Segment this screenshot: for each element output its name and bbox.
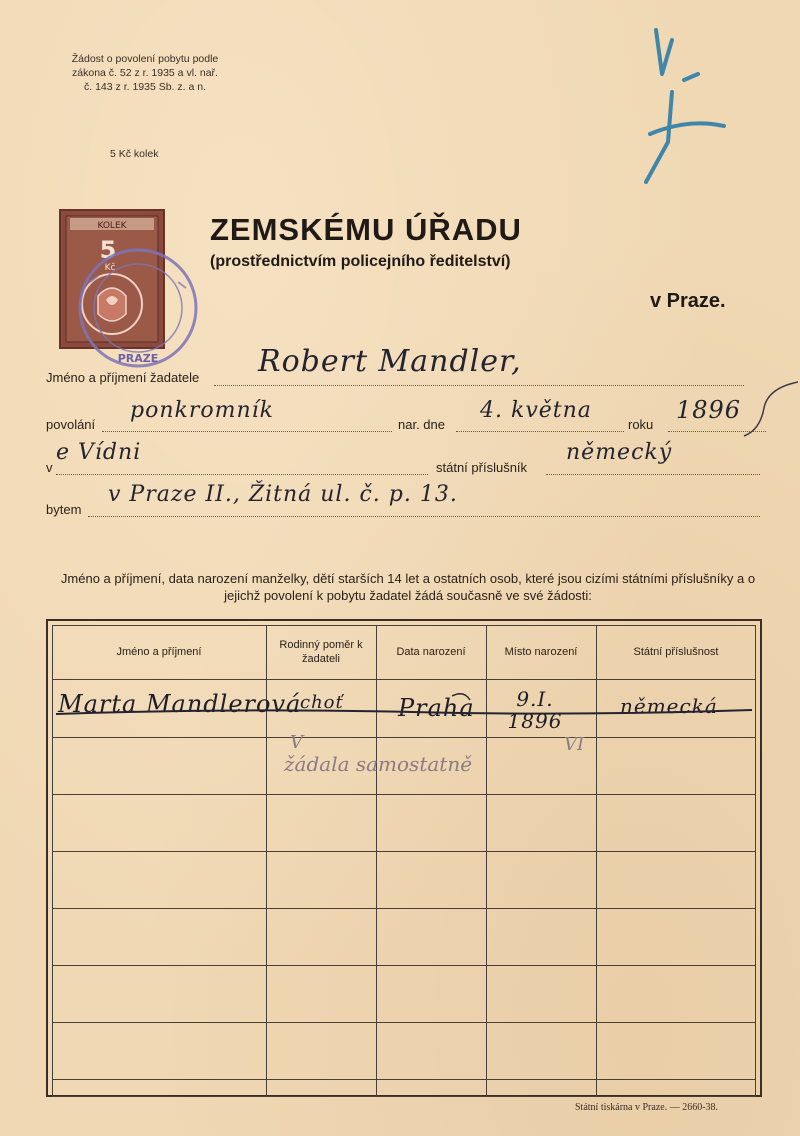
margin-bracket-mark bbox=[740, 378, 800, 438]
seal-text: PRAZE bbox=[117, 352, 159, 365]
printer-footer: Státní tiskárna v Praze. — 2660-38. bbox=[575, 1102, 719, 1113]
row-divider bbox=[52, 908, 756, 909]
occupation-label: povolání bbox=[46, 417, 96, 432]
law-note-line-3: č. 143 z r. 1935 Sb. z. a n. bbox=[84, 81, 206, 93]
birth-date-label: nar. dne bbox=[398, 417, 445, 432]
birth-place-line bbox=[56, 474, 428, 475]
birth-place-prefix: v bbox=[46, 460, 53, 475]
birth-year-value[interactable]: 1896 bbox=[676, 396, 742, 424]
header-name: Jméno a příjmení bbox=[116, 646, 202, 658]
row-1-citizenship[interactable]: německá bbox=[620, 694, 718, 718]
strike-through-line bbox=[52, 687, 756, 733]
office-city: v Praze. bbox=[650, 290, 726, 312]
header-citizenship: Státní příslušnost bbox=[633, 646, 719, 658]
residence-label: bytem bbox=[46, 502, 82, 517]
office-subtitle: (prostřednictvím policejního ředitelství) bbox=[210, 253, 511, 270]
pencil-mark-vi: VI bbox=[564, 734, 585, 755]
residence-line bbox=[88, 516, 760, 517]
birth-date-value[interactable]: 4. května bbox=[480, 398, 592, 423]
applicant-name-line bbox=[214, 385, 744, 386]
header-row-divider bbox=[52, 679, 756, 680]
residence-value[interactable]: v Praze II., Žitná ul. č. p. 13. bbox=[108, 482, 458, 507]
office-title: ZEMSKÉMU ÚŘADU bbox=[210, 212, 522, 247]
row-divider bbox=[52, 965, 756, 966]
row-divider bbox=[52, 737, 756, 738]
occupation-value[interactable]: ponkromník bbox=[130, 398, 274, 423]
row-divider bbox=[52, 1079, 756, 1080]
header-birth-place: Místo narození bbox=[504, 646, 578, 658]
header-birth-date: Data narození bbox=[396, 646, 466, 658]
applicant-name-value[interactable]: Robert Mandler, bbox=[258, 344, 522, 379]
family-members-intro: Jméno a příjmení, data narození manželky, dětí starších 14 let a ostatních osob, které jsou cizími státními příslušníky a o jejichž povolení k pobytu žadatel žádá současně ve své žádosti: bbox=[60, 571, 756, 603]
row-divider bbox=[52, 1022, 756, 1023]
row-1-birth-date[interactable]: 9.I. 1896 bbox=[507, 687, 563, 733]
citizenship-value[interactable]: německý bbox=[566, 440, 673, 465]
birth-place-value[interactable]: e Vídni bbox=[56, 440, 142, 465]
header-relation: Rodinný poměr k žadateli bbox=[279, 639, 363, 665]
law-note-line-1: Žádost o povolení pobytu podle bbox=[71, 53, 219, 65]
stamp-fee-label: 5 Kč kolek bbox=[110, 148, 159, 160]
law-note-line-2: zákona č. 52 z r. 1935 a vl. nař. bbox=[72, 67, 218, 79]
row-1-relation[interactable]: choť bbox=[300, 692, 344, 713]
pencil-note: žádala samostatně bbox=[284, 752, 473, 776]
law-reference-note bbox=[40, 52, 250, 94]
police-seal-image bbox=[58, 242, 208, 374]
birth-year-label: roku bbox=[628, 417, 654, 432]
stamp-currency: Kč bbox=[104, 263, 116, 273]
citizenship-label: státní příslušník bbox=[436, 460, 528, 475]
row-divider bbox=[52, 794, 756, 795]
birth-date-line bbox=[456, 431, 624, 432]
pencil-mark-v: V bbox=[290, 732, 303, 753]
occupation-line bbox=[102, 431, 392, 432]
blue-crayon-mark bbox=[628, 22, 738, 192]
applicant-name-label: Jméno a příjmení žadatele bbox=[46, 370, 200, 385]
row-1-birth-place[interactable]: Praha bbox=[398, 694, 475, 722]
row-divider bbox=[52, 851, 756, 852]
stamp-top-text: KOLEK bbox=[97, 221, 127, 231]
stamp-value: 5 bbox=[99, 236, 117, 264]
row-1-name[interactable]: Marta Mandlerová bbox=[58, 690, 302, 718]
citizenship-line bbox=[546, 474, 760, 475]
